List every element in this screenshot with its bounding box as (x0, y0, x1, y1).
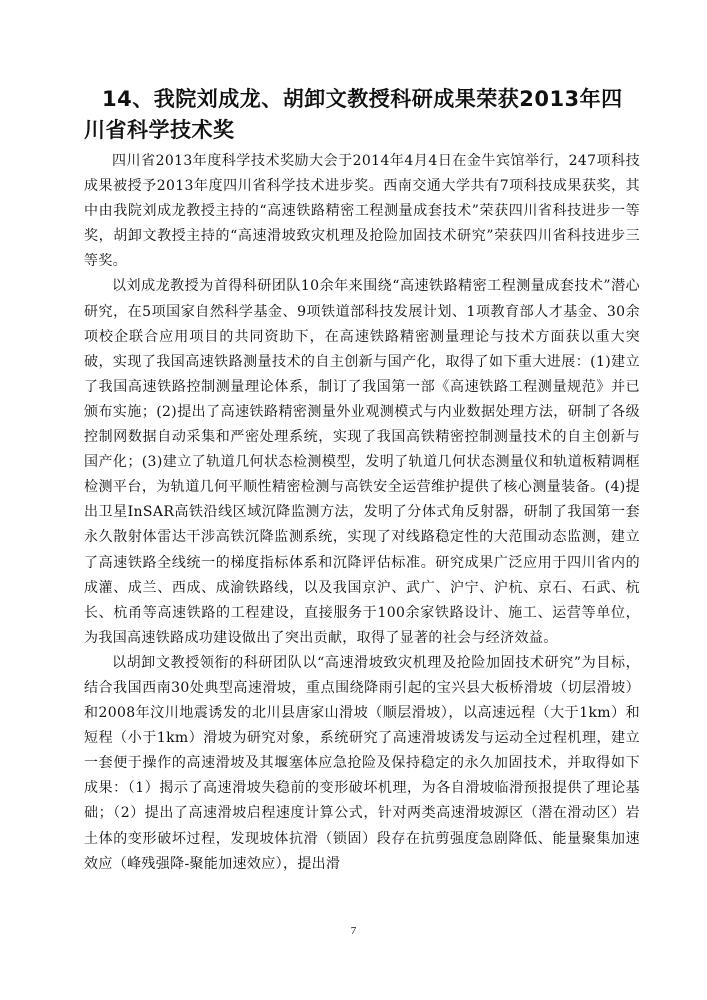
document-title: 14、我院刘成龙、胡卸文教授科研成果荣获2013年四川省科学技术奖 (84, 87, 623, 142)
paragraph-hu-xiewen-team: 以胡卸文教授领衔的科研团队以“高速滑坡致灾机理及抢险加固技术研究”为目标，结合我国西南30处典型高速滑坡，重点围绕降雨引起的宝兴县大板桥滑坡（切层滑坡）和2008年汶川地震诱发的北川县唐家山滑坡（顺层滑坡），以高速远程（大于1km）和短程（小于1km）滑坡为研究对象，系统研究了高速滑坡诱发与运动全过程机理，建立一套便于操作的高速滑坡及其堰塞体应急抢险及保持稳定的永久加固技术，并取得如下成果：（1）揭示了高速滑坡失稳前的变形破坏机理，为各自滑坡临滑预报提供了理论基础；（2）提出了高速滑坡启程速度计算公式，针对两类高速滑坡源区（潜在滑动区）岩土体的变形破坏过程，发现坡体抗滑（锁固）段存在抗剪强度急剧降低、能量聚集加速效应（峰残强降-聚能加速效应），提出滑 (84, 654, 640, 872)
paragraph-liu-chenglong-team: 以刘成龙教授为首得科研团队10余年来围绕“高速铁路精密工程测量成套技术”潜心研究，在5项国家自然科学基金、9项铁道部科技发展计划、1项教育部人才基金、30余项校企联合应用项目的共同资助下，在高速铁路精密测量理论与技术方面获以重大突破，实现了我国高速铁路测量技术的自主创新与国产化，取得了如下重大进展：(1)建立了我国高速铁路控制测量理论体系，制订了我国第一部《高速铁路工程测量规范》并已颁布实施；(2)提出了高速铁路精密测量外业观测模式与内业数据处理方法，研制了各级控制网数据自动采集和严密处理系统，实现了我国高铁精密控制测量技术的自主创新与国产化；(3)建立了轨道几何状态检测模型，发明了轨道几何状态测量仪和轨道板精调框检测平台，为轨道几何平顺性精密检测与高铁安全运营维护提供了核心测量装备。(4)提出卫星InSAR高铁沿线区域沉降监测方法，发明了分体式角反射器，研制了我国第一套永久散射体雷达干涉高铁沉降监测系统，实现了对线路稳定性的大范围动态监测，建立了高速铁路全线统一的梯度指标体系和沉降评估标准。研究成果广泛应用于四川省内的成灌、成兰、西成、成渝铁路线，以及我国京沪、武广、沪宁、沪杭、京石、石武、杭长、杭甬等高速铁路的工程建设，直接服务于100余家铁路设计、施工、运营等单位，为我国高速铁路成功建设做出了突出贡献，取得了显著的社会与经济效益。 (84, 278, 640, 646)
page-number: 7 (350, 925, 357, 937)
document-page (84, 84, 640, 877)
paragraph-award-summary: 四川省2013年度科学技术奖励大会于2014年4月4日在金牛宾馆举行，247项科技成果被授予2013年度四川省科学技术进步奖。西南交通大学共有7项科技成果获奖，其中由我院刘成龙教授主持的“高速铁路精密工程测量成套技术”荣获四川省科技进步一等奖，胡卸文教授主持的“高速滑坡致灾机理及抢险加固技术研究”荣获四川省科技进步三等奖。 (84, 153, 640, 270)
